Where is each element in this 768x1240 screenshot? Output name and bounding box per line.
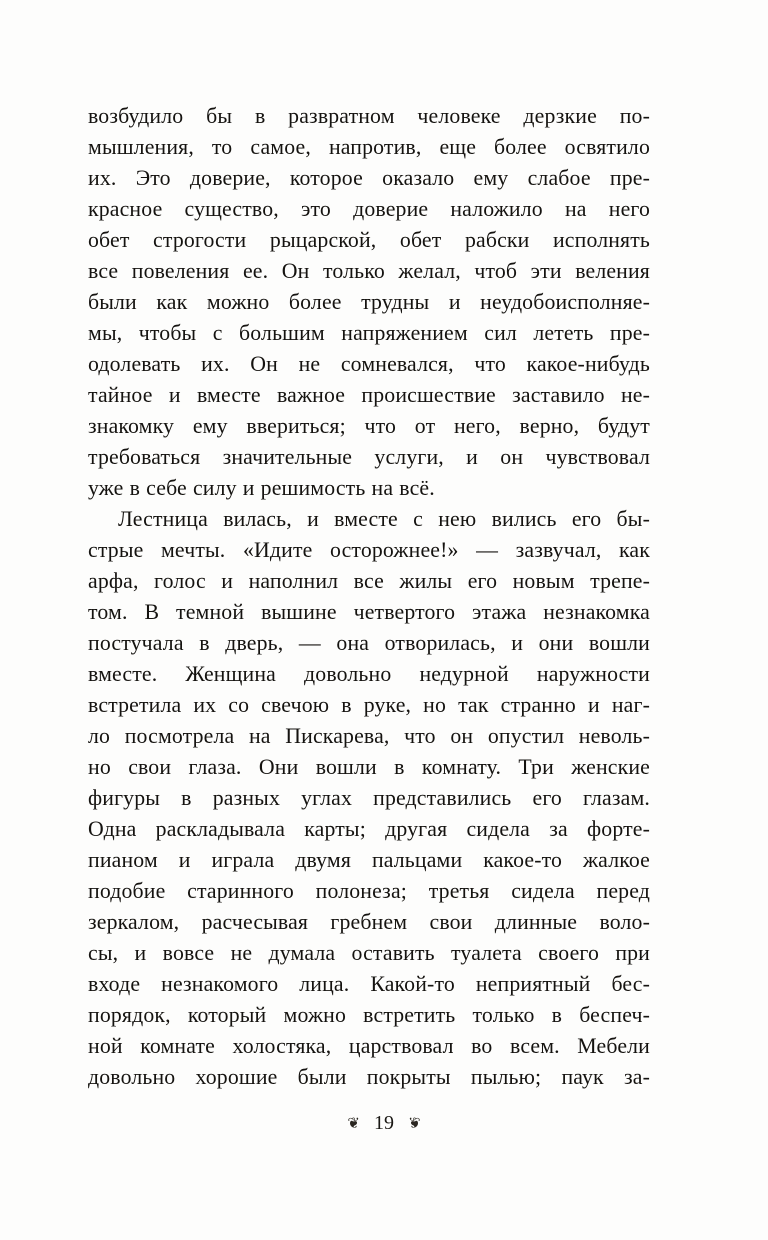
text-line: мы, чтобы с большим напряжением сил лететь пре- [88,321,650,345]
text-line: пианом и играла двумя пальцами какое-то жалкое [88,848,650,872]
text-line: вместе. Женщина довольно недурной наружности [88,662,650,686]
text-line: Одна раскладывала карты; другая сидела за форте- [88,817,650,841]
text-line: Лестница вилась, и вместе с нею вились его бы- [118,507,650,531]
text-line: были как можно более трудны и неудобоисполняе- [88,290,650,314]
text-line: обет строгости рыцарской, обет рабски исполнять [88,228,650,252]
text-line: подобие старинного полонеза; третья сидела перед [88,879,650,903]
text-line: довольно хорошие были покрыты пылью; паук за- [88,1065,650,1089]
text-line: их. Это доверие, которое оказало ему слабое пре- [88,166,650,190]
paragraph-1 [88,101,650,504]
fleuron-right-icon: ❦ [408,1114,421,1133]
text-line: фигуры в разных углах представились его глазам. [88,786,650,810]
page-number: 19 [374,1112,394,1135]
text-line: арфа, голос и наполнил все жилы его новым трепе- [88,569,650,593]
text-line: входе незнакомого лица. Какой-то неприятный бес- [88,972,650,996]
text-line: зеркалом, расчесывая гребнем свои длинные воло- [88,910,650,934]
text-line: том. В темной вышине четвертого этажа незнакомка [88,600,650,624]
text-line: стрые мечты. «Идите осторожнее!» — зазвучал, как [88,538,650,562]
text-block [88,101,650,1093]
text-line: встретила их со свечою в руке, но так странно и наг- [88,693,650,717]
text-line: одолевать их. Он не сомневался, что какое-нибудь [88,352,650,376]
text-line: тайное и вместе важное происшествие заставило не- [88,383,650,407]
text-line: красное существо, это доверие наложило на него [88,197,650,221]
paragraph-2 [88,504,650,1093]
text-line: возбудило бы в развратном человеке дерзкие по- [88,104,650,128]
text-line: требоваться значительные услуги, и он чувствовал [88,445,650,469]
text-line: сы, и вовсе не думала оставить туалета своего при [88,941,650,965]
text-line: знакомку ему ввериться; что от него, верно, будут [88,414,650,438]
fleuron-left-icon: ❦ [347,1114,360,1133]
text-line: ной комнате холостяка, царствовал во всем. Мебели [88,1034,650,1058]
text-line: порядок, который можно встретить только в беспеч- [88,1003,650,1027]
text-line: мышления, то самое, напротив, еще более освятило [88,135,650,159]
text-line: ло посмотрела на Пискарева, что он опустил неволь- [88,724,650,748]
page-footer [0,1108,768,1138]
text-line: уже в себе силу и решимость на всё. [88,476,435,500]
text-line: но свои глаза. Они вошли в комнату. Три женские [88,755,650,779]
text-line: все повеления ее. Он только желал, чтоб эти веления [88,259,650,283]
text-line: постучала в дверь, — она отворилась, и они вошли [88,631,650,655]
